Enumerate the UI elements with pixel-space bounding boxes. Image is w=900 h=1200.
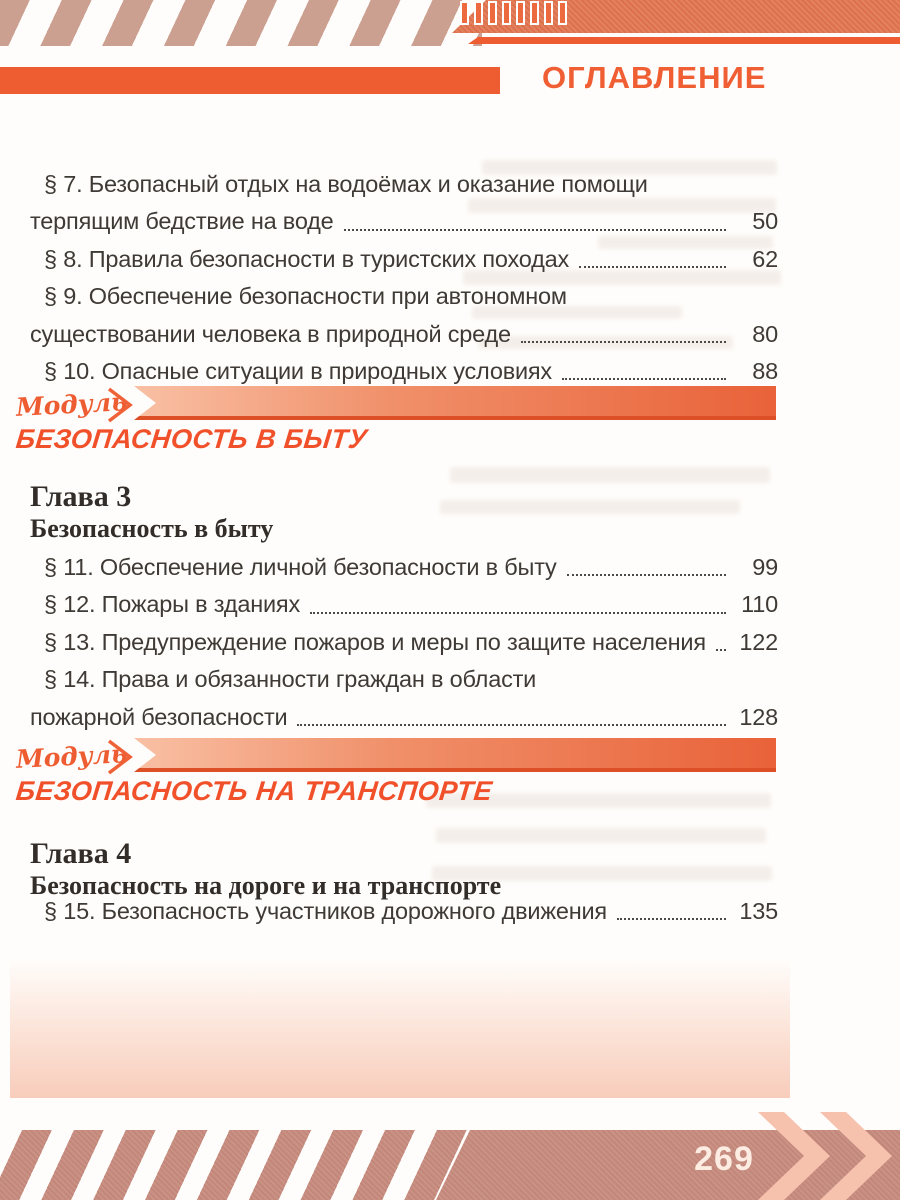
chapter-heading: Глава 4 (30, 837, 132, 870)
toc-entry (30, 353, 778, 390)
bleedthrough-smudge (440, 500, 740, 514)
dot-leader (521, 341, 726, 343)
barcode-stripes-icon (460, 1, 567, 25)
page-ref: 135 (739, 898, 778, 924)
entry-text: § 10. Опасные ситуации в природных условиях (44, 357, 552, 384)
barcode-bar (502, 1, 511, 25)
barcode-bar (474, 1, 483, 25)
page-ref: 110 (741, 591, 778, 618)
page-ref: 62 (752, 245, 778, 272)
module-badge: Модуль (15, 387, 129, 422)
entry-text: § 15. Безопасность участников дорожного движения (44, 898, 607, 924)
entry-text: § 7. Безопасный отдых на водоёмах и оказание помощи (44, 171, 648, 197)
toc-entry (30, 624, 778, 661)
bleedthrough-smudge (450, 467, 770, 483)
dot-leader (297, 724, 726, 726)
chevron-right-icon (106, 738, 136, 776)
entry-text: § 9. Обеспечение безопасности при автономном (44, 283, 567, 310)
page-ref: 80 (752, 320, 778, 347)
chapter-heading: Глава 3 (30, 480, 132, 513)
chevron-right-icon (106, 386, 136, 424)
module-badge: Модуль (15, 739, 129, 774)
dot-leader (579, 266, 726, 268)
page-ref: 122 (739, 628, 778, 655)
toc-section-chapter4 (30, 893, 778, 930)
toc-section-chapter3 (30, 549, 778, 736)
toc-entry (30, 241, 778, 278)
barcode-bar (488, 1, 497, 25)
module-title: БЕЗОПАСНОСТЬ НА ТРАНСПОРТЕ (14, 776, 494, 806)
toc-entry (30, 549, 778, 586)
entry-text: § 13. Предупреждение пожаров и меры по защите населения (44, 628, 706, 655)
header-bar (0, 67, 500, 94)
toc-entry (30, 661, 778, 736)
toc-entry (30, 278, 778, 353)
module-title: БЕЗОПАСНОСТЬ В БЫТУ (14, 424, 369, 454)
dot-leader (567, 574, 726, 576)
dot-leader (310, 612, 726, 614)
barcode-bar (558, 1, 567, 25)
barcode-bar (544, 1, 553, 25)
accent-strip (468, 37, 900, 44)
module-banner-bar (134, 738, 776, 772)
chapter-subtitle: Безопасность в быту (30, 514, 274, 543)
entry-text: § 11. Обеспечение личной безопасности в быту (44, 554, 557, 580)
toc-entry (30, 166, 778, 241)
entry-text: существовании человека в природной среде (30, 320, 511, 347)
page-number: 269 (694, 1140, 754, 1178)
barcode-bar (530, 1, 539, 25)
entry-text: § 12. Пожары в зданиях (44, 591, 301, 618)
diagonal-stripes-top (0, 0, 482, 46)
barcode-bar (516, 1, 525, 25)
dot-leader (344, 229, 726, 231)
module-banner-bar (134, 386, 776, 420)
dot-leader (562, 378, 726, 380)
page-ref: 50 (752, 208, 778, 235)
entry-text: терпящим бедствие на воде (30, 208, 334, 235)
pink-wash (10, 958, 790, 1098)
page-ref: 99 (752, 554, 778, 580)
entry-text: § 8. Правила безопасности в туристских походах (44, 245, 570, 272)
toc-entry (30, 893, 778, 930)
entry-text: § 14. Права и обязанности граждан в области (44, 666, 537, 693)
toc-entry (30, 586, 778, 623)
double-chevron-right-icon (758, 1112, 898, 1200)
diagonal-stripes-bottom (0, 1130, 470, 1200)
toc-section-top (30, 166, 778, 390)
barcode-bar (460, 1, 469, 25)
page-ref: 88 (752, 357, 778, 384)
page-title: ОГЛАВЛЕНИЕ (542, 60, 767, 95)
dot-leader (716, 649, 726, 651)
dot-leader (617, 918, 726, 920)
entry-text: пожарной безопасности (30, 703, 288, 730)
bleedthrough-smudge (436, 828, 766, 843)
page-ref: 128 (739, 703, 778, 730)
chapter-subtitle: Безопасность на дороге и на транспорте (30, 871, 502, 900)
